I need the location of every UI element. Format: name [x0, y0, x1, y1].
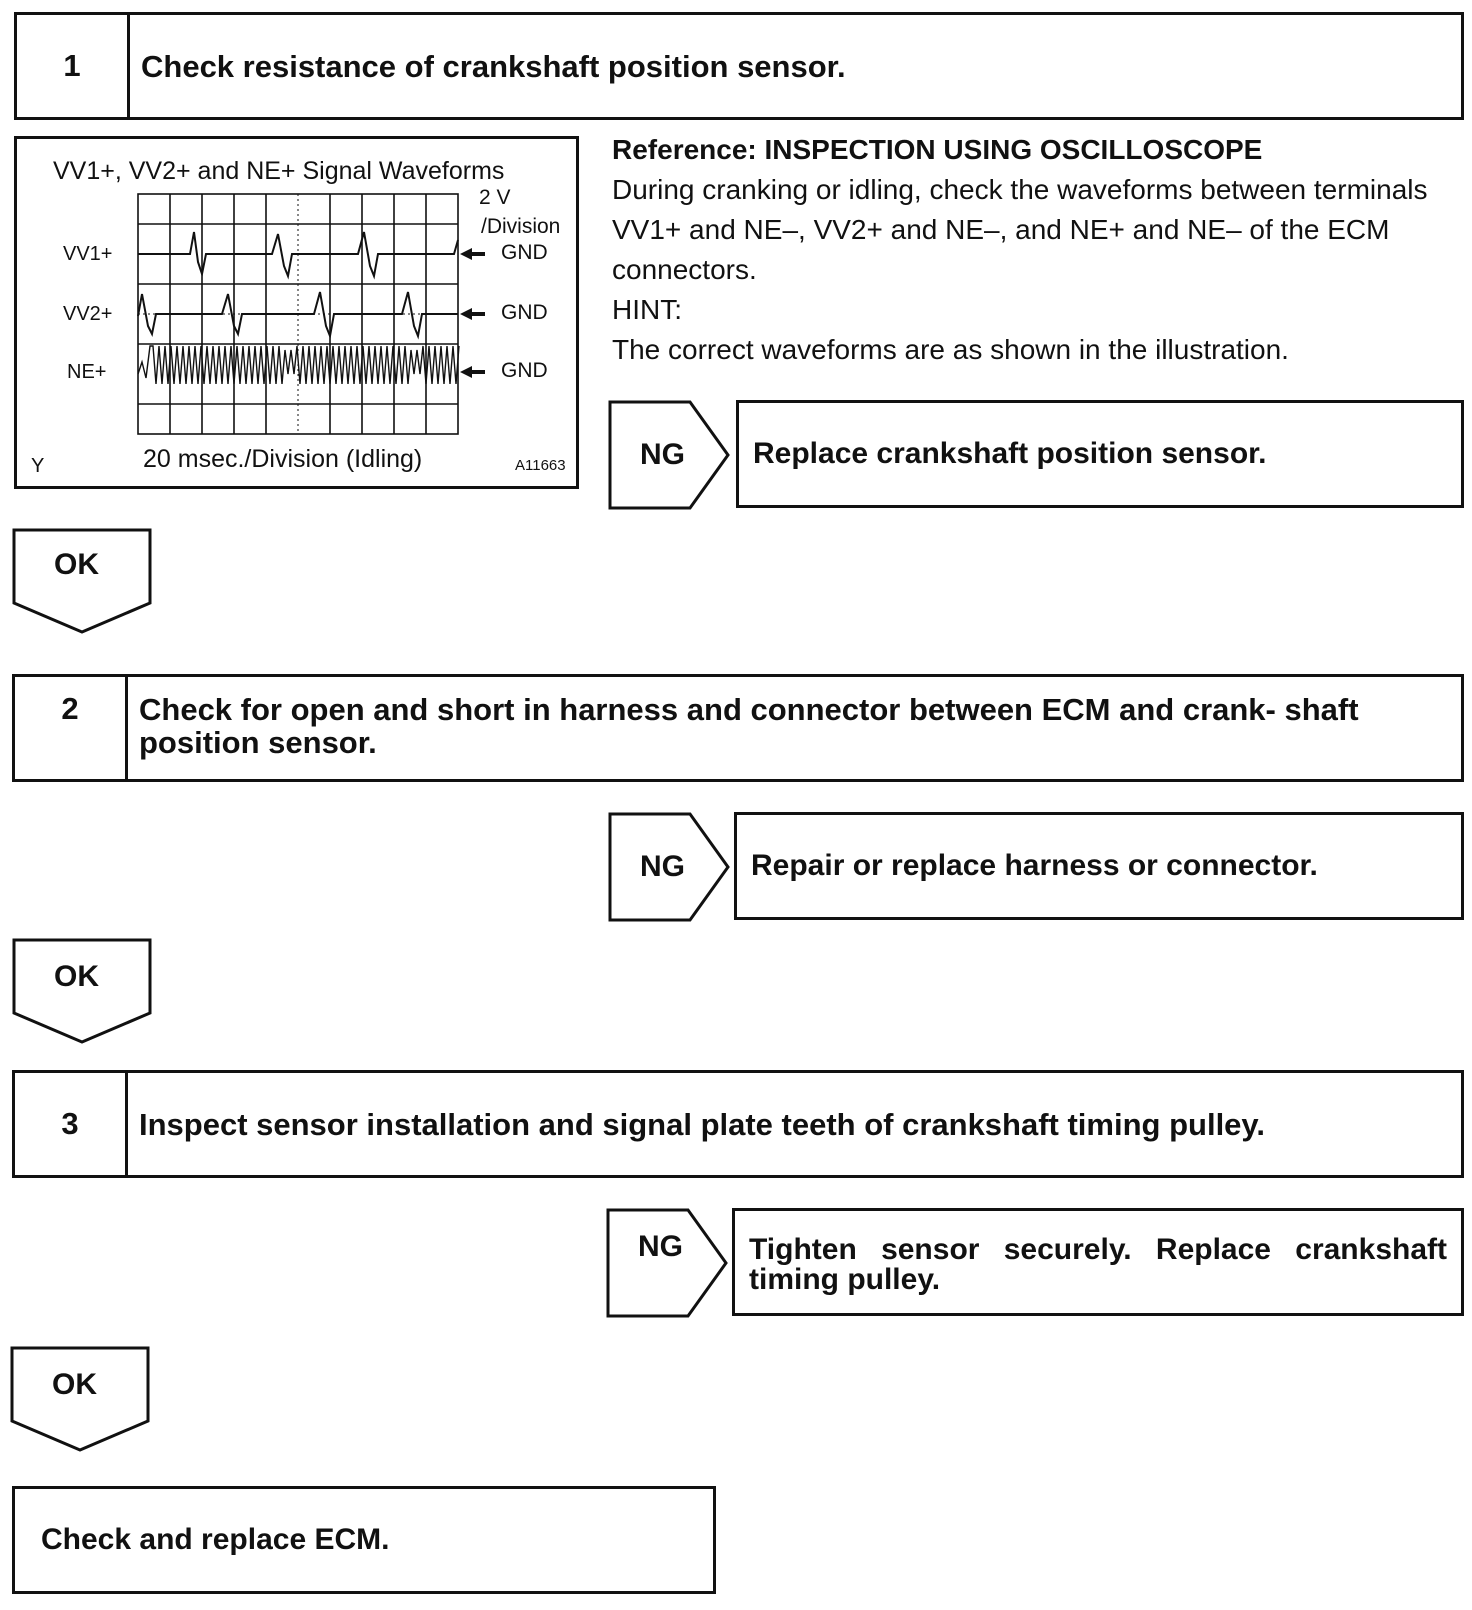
- ok-label-3: OK: [52, 1368, 97, 1401]
- step-number: 2: [15, 677, 128, 779]
- channel-label-vv1: VV1+: [63, 243, 113, 265]
- ng-action-2: Repair or replace harness or connector.: [734, 812, 1464, 920]
- step-1-box: [14, 12, 1464, 120]
- waveform-figure: [14, 136, 579, 489]
- ne-waveform: [138, 346, 459, 384]
- ground-label-vv2: GND: [501, 301, 548, 324]
- ng-label-1: NG: [640, 438, 685, 471]
- hint-text: The correct waveforms are as shown in the illustration.: [612, 334, 1289, 365]
- step-3-box: [12, 1070, 1464, 1178]
- final-action-box: Check and replace ECM.: [12, 1486, 716, 1594]
- ng-action-1: Replace crankshaft position sensor.: [736, 400, 1464, 508]
- voltage-scale-division: /Division: [481, 215, 561, 238]
- ok-label-2: OK: [54, 960, 99, 993]
- step-number: 1: [17, 15, 130, 117]
- corner-mark: Y: [31, 455, 45, 477]
- figure-title: VV1+, VV2+ and NE+ Signal Waveforms: [53, 157, 505, 185]
- ground-label-vv1: GND: [501, 241, 548, 264]
- figure-code: A11663: [515, 457, 566, 474]
- channel-label-ne: NE+: [67, 361, 107, 383]
- step-number: 3: [15, 1073, 128, 1175]
- reference-body: During cranking or idling, check the waveforms between terminals VV1+ and NE–, VV2+ and NE–, and NE+ and NE– of the ECM connectors.: [612, 174, 1428, 285]
- hint-label: HINT:: [612, 294, 682, 325]
- ok-label-1: OK: [54, 548, 99, 581]
- channel-label-vv2: VV2+: [63, 303, 113, 325]
- ground-label-ne: GND: [501, 359, 548, 382]
- ng-action-3: Tighten sensor securely. Replace crankshaft timing pulley.: [732, 1208, 1464, 1316]
- reference-heading: Reference: INSPECTION USING OSCILLOSCOPE: [612, 134, 1263, 165]
- ng-label-2: NG: [640, 850, 685, 883]
- ng-label-3: NG: [638, 1230, 683, 1263]
- voltage-scale: 2 V: [479, 186, 511, 209]
- step-title: Inspect sensor installation and signal plate teeth of crankshaft timing pulley.: [139, 1106, 1265, 1142]
- step-2-box: [12, 674, 1464, 782]
- reference-block: [612, 130, 1462, 370]
- time-scale: 20 msec./Division (Idling): [143, 445, 423, 473]
- step-title: Check resistance of crankshaft position sensor.: [141, 48, 846, 84]
- step-title: Check for open and short in harness and connector between ECM and crank- shaft position sensor.: [139, 692, 1359, 760]
- oscilloscope-screen: [14, 136, 579, 489]
